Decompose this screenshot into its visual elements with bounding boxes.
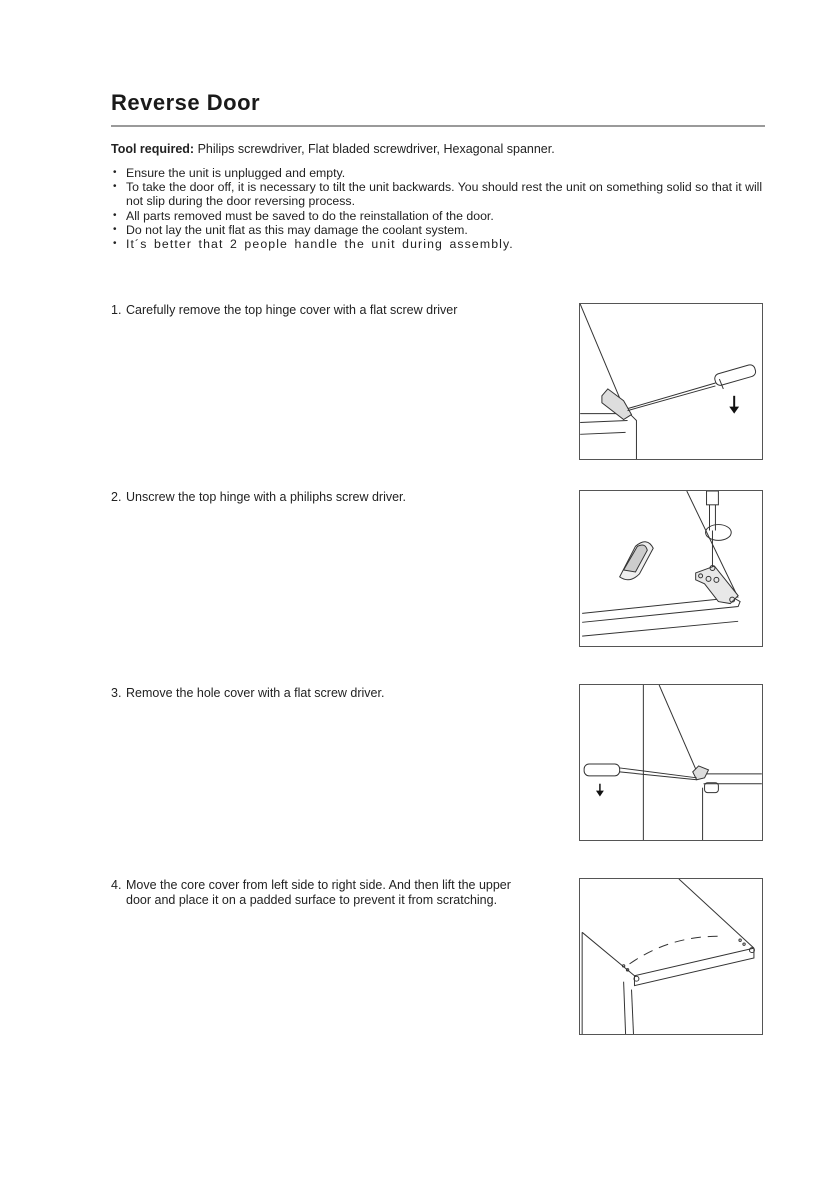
step-2: [111, 490, 556, 505]
note-item: • Ensure the unit is unplugged and empty.: [111, 166, 771, 180]
note-item: • It´s better that 2 people handle the unit during assembly.: [111, 237, 771, 251]
move-core-cover-icon: [580, 879, 762, 1034]
step-number: 3.: [111, 686, 122, 700]
step-1-illustration: [579, 303, 763, 460]
tools-label: Tool required:: [111, 142, 195, 156]
unscrew-hinge-icon: [580, 491, 762, 646]
step-1: [111, 303, 556, 318]
step-number: 4.: [111, 878, 122, 892]
note-item: • Do not lay the unit flat as this may damage the coolant system.: [111, 223, 771, 237]
remove-hole-cover-icon: [580, 685, 762, 840]
step-3-illustration: [579, 684, 763, 841]
step-text: Unscrew the top hinge with a philiphs screw driver.: [126, 490, 406, 504]
tools-required: [111, 142, 555, 156]
step-number: 2.: [111, 490, 122, 504]
step-4-illustration: [579, 878, 763, 1035]
step-4: [111, 878, 556, 908]
step-text: Carefully remove the top hinge cover with a flat screw driver: [126, 303, 458, 317]
step-2-illustration: [579, 490, 763, 647]
step-text: door and place it on a padded surface to prevent it from scratching.: [126, 893, 498, 907]
note-item: • To take the door off, it is necessary to tilt the unit backwards. You should rest the unit on something solid so that it will not slip during the door reversing process.: [111, 180, 771, 208]
title-divider: [111, 125, 765, 127]
step-text: Remove the hole cover with a flat screw driver.: [126, 686, 385, 700]
remove-hinge-cover-icon: [580, 304, 762, 459]
step-3: [111, 686, 556, 701]
page-title: Reverse Door: [111, 90, 261, 115]
note-item: • All parts removed must be saved to do the reinstallation of the door.: [111, 209, 771, 223]
step-text: Move the core cover from left side to right side. And then lift the upper: [126, 878, 511, 892]
step-number: 1.: [111, 303, 122, 317]
notes-list: [111, 166, 771, 251]
tools-text: Philips screwdriver, Flat bladed screwdriver, Hexagonal spanner.: [194, 142, 555, 156]
